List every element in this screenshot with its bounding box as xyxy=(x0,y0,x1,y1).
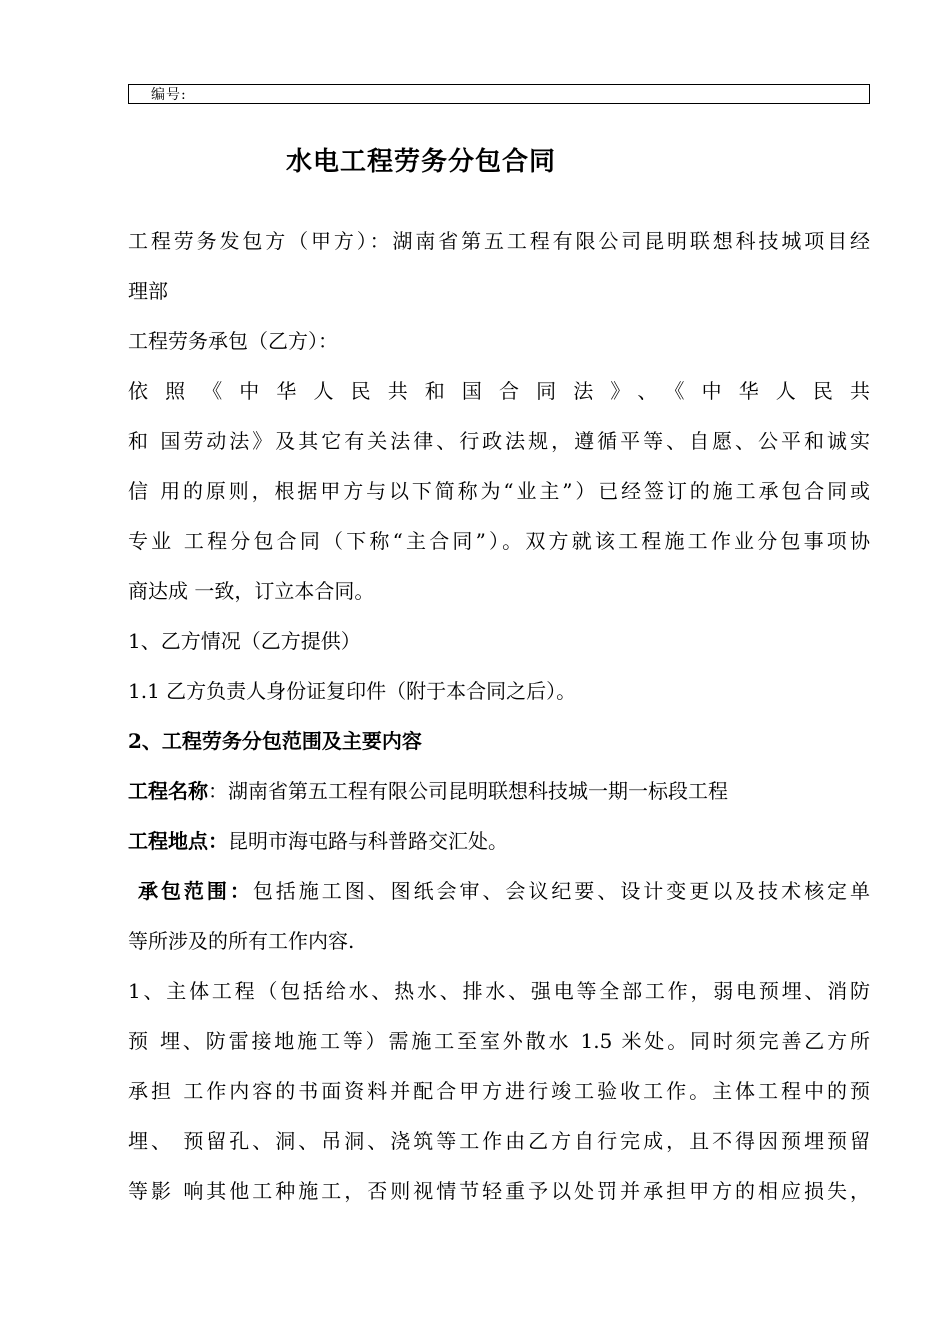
main-works-line: 预 埋、防雷接地施工等）需施工至室外散水 1.5 米处。同时须完善乙方所 xyxy=(128,1029,870,1053)
preamble-line: 商达成 一致，订立本合同。 xyxy=(128,579,375,603)
project-site-value: 昆明市海屯路与科普路交汇处。 xyxy=(228,829,508,853)
preamble-line: 依照《中华人民共和国合同法》、《中华人民共 xyxy=(128,379,870,403)
main-works-line: 埋、 预留孔、洞、吊洞、浇筑等工作由乙方自行完成，且不得因预埋预留 xyxy=(128,1129,870,1153)
scope-value: 包括施工图、图纸会审、会议纪要、设计变更以及技术核定单 xyxy=(252,879,871,903)
scope-label: 承包范围： xyxy=(138,879,253,903)
party-b-line: 工程劳务承包（乙方）： xyxy=(128,329,338,353)
scope-line xyxy=(128,866,870,916)
party-a-name: 湖南省第五工程有限公司昆明联想科技城项目经 xyxy=(392,229,870,253)
project-name-label: 工程名称 xyxy=(128,779,208,803)
preamble-line: 和 国劳动法》及其它有关法律、行政法规，遵循平等、自愿、公平和诚实 xyxy=(128,429,870,453)
main-works-line: 承担 工作内容的书面资料并配合甲方进行竣工验收工作。主体工程中的预 xyxy=(128,1079,870,1103)
preamble-line: 专业 工程分包合同（下称“主合同”）。双方就该工程施工作业分包事项协 xyxy=(128,529,870,553)
preamble-line: 信 用的原则，根据甲方与以下简称为“业主”）已经签订的施工承包合同或 xyxy=(128,479,870,503)
contract-number-label: 编号: xyxy=(151,87,187,103)
contract-title: 水电工程劳务分包合同 xyxy=(286,147,557,177)
project-site-line xyxy=(128,816,870,866)
section-2-heading xyxy=(128,716,870,766)
party-a-label: 工程劳务发包方（甲方）： xyxy=(128,229,393,253)
section-1-heading: 1、乙方情况（乙方提供） xyxy=(128,629,361,653)
party-a-name-continued: 理部 xyxy=(128,279,168,303)
main-works-line: 1、主体工程（包括给水、热水、排水、强电等全部工作，弱电预埋、消防 xyxy=(128,979,870,1003)
contract-body xyxy=(128,216,870,1216)
main-works-line: 等影 响其他工种施工，否则视情节轻重予以处罚并承担甲方的相应损失， xyxy=(128,1179,870,1203)
project-site-label: 工程地点： xyxy=(128,829,228,853)
party-a-line xyxy=(128,216,870,266)
section-1-item: 1.1 乙方负责人身份证复印件（附于本合同之后）。 xyxy=(128,679,577,703)
contract-number-box xyxy=(128,84,870,104)
project-name-line xyxy=(128,766,870,816)
scope-line-continued: 等所涉及的所有工作内容. xyxy=(128,929,355,953)
project-name-value: ：湖南省第五工程有限公司昆明联想科技城一期一标段工程 xyxy=(208,779,728,803)
section-2-heading-text: 2、工程劳务分包范围及主要内容 xyxy=(128,729,422,753)
